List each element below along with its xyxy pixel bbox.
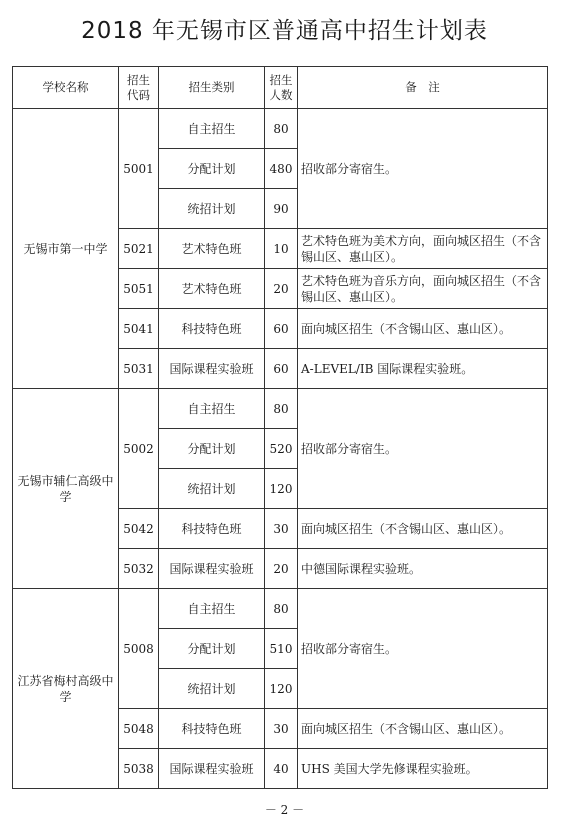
count-cell: 90 <box>265 189 298 229</box>
header-school-name: 学校名称 <box>13 67 119 109</box>
category-cell: 科技特色班 <box>159 309 265 349</box>
code-cell: 5038 <box>119 749 159 789</box>
category-cell: 艺术特色班 <box>159 229 265 269</box>
category-cell: 分配计划 <box>159 429 265 469</box>
note-cell: 中德国际课程实验班。 <box>298 549 548 589</box>
category-cell: 自主招生 <box>159 589 265 629</box>
category-cell: 自主招生 <box>159 109 265 149</box>
category-cell: 自主招生 <box>159 389 265 429</box>
note-cell: 招收部分寄宿生。 <box>298 389 548 509</box>
school-name-cell: 江苏省梅村高级中学 <box>13 589 119 789</box>
count-cell: 480 <box>265 149 298 189</box>
count-cell: 120 <box>265 669 298 709</box>
enrollment-plan-table <box>12 66 548 789</box>
note-cell: 招收部分寄宿生。 <box>298 109 548 229</box>
category-cell: 国际课程实验班 <box>159 549 265 589</box>
count-cell: 60 <box>265 309 298 349</box>
code-cell: 5002 <box>119 389 159 509</box>
school-name-cell: 无锡市第一中学 <box>13 109 119 389</box>
count-cell: 520 <box>265 429 298 469</box>
count-cell: 510 <box>265 629 298 669</box>
category-cell: 分配计划 <box>159 149 265 189</box>
code-cell: 5051 <box>119 269 159 309</box>
category-cell: 科技特色班 <box>159 509 265 549</box>
category-cell: 科技特色班 <box>159 709 265 749</box>
category-cell: 统招计划 <box>159 469 265 509</box>
table-row <box>13 109 548 149</box>
category-cell: 分配计划 <box>159 629 265 669</box>
page-title: 2018 年无锡市区普通高中招生计划表 <box>81 18 488 44</box>
note-cell: UHS 美国大学先修课程实验班。 <box>298 749 548 789</box>
page-number: － 2 － <box>264 803 305 817</box>
count-cell: 80 <box>265 589 298 629</box>
note-cell: 艺术特色班为美术方向，面向城区招生（不含锡山区、惠山区）。 <box>298 229 548 269</box>
header-count: 招生 人数 <box>265 67 298 109</box>
note-cell: 招收部分寄宿生。 <box>298 589 548 709</box>
count-cell: 10 <box>265 229 298 269</box>
code-cell: 5008 <box>119 589 159 709</box>
code-cell: 5031 <box>119 349 159 389</box>
note-cell: 面向城区招生（不含锡山区、惠山区）。 <box>298 309 548 349</box>
table-body <box>13 109 548 789</box>
header-code: 招生 代码 <box>119 67 159 109</box>
code-cell: 5021 <box>119 229 159 269</box>
code-cell: 5032 <box>119 549 159 589</box>
count-cell: 120 <box>265 469 298 509</box>
code-cell: 5042 <box>119 509 159 549</box>
count-cell: 80 <box>265 389 298 429</box>
code-cell: 5048 <box>119 709 159 749</box>
count-cell: 60 <box>265 349 298 389</box>
count-cell: 80 <box>265 109 298 149</box>
count-cell: 30 <box>265 509 298 549</box>
category-cell: 统招计划 <box>159 669 265 709</box>
count-cell: 30 <box>265 709 298 749</box>
header-category: 招生类别 <box>159 67 265 109</box>
category-cell: 艺术特色班 <box>159 269 265 309</box>
table-header-row <box>13 67 548 109</box>
code-cell: 5001 <box>119 109 159 229</box>
category-cell: 国际课程实验班 <box>159 749 265 789</box>
note-cell: 面向城区招生（不含锡山区、惠山区）。 <box>298 709 548 749</box>
count-cell: 20 <box>265 549 298 589</box>
count-cell: 20 <box>265 269 298 309</box>
school-name-cell: 无锡市辅仁高级中学 <box>13 389 119 589</box>
category-cell: 国际课程实验班 <box>159 349 265 389</box>
header-note: 备 注 <box>298 67 548 109</box>
note-cell: 面向城区招生（不含锡山区、惠山区）。 <box>298 509 548 549</box>
category-cell: 统招计划 <box>159 189 265 229</box>
note-cell: 艺术特色班为音乐方向，面向城区招生（不含锡山区、惠山区）。 <box>298 269 548 309</box>
table-row <box>13 389 548 429</box>
table-row <box>13 589 548 629</box>
count-cell: 40 <box>265 749 298 789</box>
note-cell: A-LEVEL/IB 国际课程实验班。 <box>298 349 548 389</box>
code-cell: 5041 <box>119 309 159 349</box>
